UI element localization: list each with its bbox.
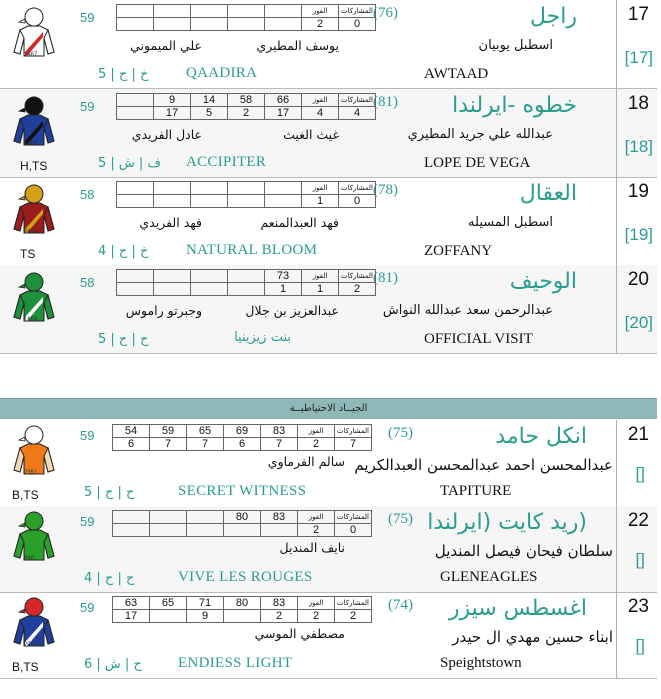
rating-cell: 9 bbox=[154, 94, 191, 107]
rating-cell bbox=[117, 195, 154, 208]
stats-table bbox=[116, 93, 376, 120]
previous-form: ح | ح | 4 bbox=[84, 571, 135, 586]
weight: 59 bbox=[80, 514, 95, 529]
rating-cell: 69 bbox=[224, 425, 261, 438]
dam-name: QAADIRA bbox=[186, 65, 258, 81]
stats-table bbox=[112, 596, 372, 623]
runner-bracket: [] bbox=[635, 636, 645, 655]
dam-name: بنت زيزينيا bbox=[234, 330, 291, 345]
entries-header: المشاركات bbox=[339, 270, 376, 283]
sire-name: Speightstown bbox=[440, 655, 522, 671]
rating-cell bbox=[154, 270, 191, 283]
stats-row-top bbox=[117, 270, 376, 283]
weight: 59 bbox=[80, 428, 95, 443]
rating-cell: 73 bbox=[265, 270, 302, 283]
wins-value: 2 bbox=[302, 18, 339, 31]
jockey-silk bbox=[10, 594, 58, 658]
rating-cell bbox=[265, 195, 302, 208]
rating-cell bbox=[228, 18, 265, 31]
entries-header: المشاركات bbox=[335, 425, 372, 438]
sire-name: GLENEAGLES bbox=[440, 569, 538, 585]
rating-cell: 7 bbox=[187, 438, 224, 451]
reserve-section-header: الجيــاد الاحتياطيــة bbox=[0, 398, 657, 419]
jockey-silk bbox=[10, 93, 58, 157]
owner-name: اسطبل المسيله bbox=[468, 215, 553, 230]
runner-number: 18 bbox=[627, 93, 649, 114]
rating-cell bbox=[150, 511, 187, 524]
jockey-name: فهد العبدالمنعم bbox=[260, 215, 339, 230]
owner-name: اسطبل يوبيان bbox=[478, 38, 553, 53]
equipment-code: H,TS bbox=[20, 159, 48, 173]
stats-table bbox=[112, 424, 372, 451]
rating-cell bbox=[224, 524, 261, 537]
stats-row-bottom bbox=[117, 283, 376, 296]
rating-cell: 6 bbox=[113, 438, 150, 451]
jockey-silk bbox=[10, 4, 58, 68]
dam-name: ACCIPITER bbox=[186, 154, 267, 170]
owner-name: عبدالرحمن سعد عبدالله النواش bbox=[382, 303, 553, 318]
horse-rating: (76) bbox=[373, 5, 398, 21]
horse-rating: (78) bbox=[373, 182, 398, 198]
entries-header: المشاركات bbox=[335, 511, 372, 524]
runner-row[interactable] bbox=[0, 265, 657, 354]
rating-cell: 66 bbox=[265, 94, 302, 107]
rating-cell bbox=[117, 5, 154, 18]
sire-name: ZOFFANY bbox=[424, 243, 493, 259]
rating-cell bbox=[228, 5, 265, 18]
dam-name: ENDIESS LIGHT bbox=[178, 655, 293, 671]
rating-cell bbox=[154, 5, 191, 18]
number-cell bbox=[616, 89, 657, 177]
runner-bracket: [17] bbox=[624, 48, 653, 67]
equipment-code: B,TS bbox=[12, 660, 39, 674]
dam-name: SECRET WITNESS bbox=[178, 483, 307, 499]
rating-cell bbox=[117, 182, 154, 195]
silk-id: 1698 bbox=[24, 141, 38, 147]
rating-cell bbox=[150, 524, 187, 537]
jockey-silk bbox=[10, 422, 58, 486]
runner-row[interactable] bbox=[0, 89, 657, 178]
equipment-code: TS bbox=[20, 247, 36, 261]
rating-cell bbox=[228, 195, 265, 208]
runner-row[interactable] bbox=[0, 506, 657, 593]
rating-cell bbox=[117, 18, 154, 31]
jockey-name: نايف المنديل bbox=[279, 540, 345, 555]
wins-value: 2 bbox=[298, 524, 335, 537]
jockey-name-secondary: وجبرتو راموس bbox=[125, 303, 202, 318]
wins-value: 4 bbox=[302, 107, 339, 120]
rating-cell: 58 bbox=[228, 94, 265, 107]
equipment-code: B,TS bbox=[12, 488, 39, 502]
weight: 59 bbox=[80, 10, 95, 25]
jockey-name-secondary: علي الميموني bbox=[130, 38, 202, 53]
rating-cell bbox=[191, 270, 228, 283]
jockey-name: عبدالعزيز بن جلال bbox=[245, 303, 339, 318]
owner-name: عبدالمحسن احمد عبدالمحسن العبدالكريم bbox=[354, 456, 613, 474]
runner-number: 22 bbox=[627, 510, 649, 531]
rating-cell: 14 bbox=[191, 94, 228, 107]
number-cell bbox=[616, 265, 657, 353]
stats-row-bottom bbox=[117, 18, 376, 31]
entries-value: 0 bbox=[339, 18, 376, 31]
rating-cell: 2 bbox=[228, 107, 265, 120]
weight: 58 bbox=[80, 275, 95, 290]
runner-row[interactable] bbox=[0, 592, 657, 679]
horse-rating: (81) bbox=[373, 270, 398, 286]
number-cell bbox=[616, 177, 657, 265]
owner-name: عبدالله علي جريد المطيري bbox=[407, 127, 553, 142]
rating-cell: 9 bbox=[187, 610, 224, 623]
wins-header: الفوز bbox=[302, 94, 339, 107]
rating-cell: 80 bbox=[224, 511, 261, 524]
horse-name[interactable]: راجل bbox=[530, 4, 577, 29]
number-cell bbox=[616, 0, 657, 88]
rating-cell: 83 bbox=[261, 511, 298, 524]
runner-number: 19 bbox=[627, 181, 649, 202]
runner-row[interactable] bbox=[0, 420, 657, 507]
wins-header: الفوز bbox=[302, 270, 339, 283]
jockey-name-secondary: فهد الفريدي bbox=[139, 215, 202, 230]
rating-cell bbox=[154, 283, 191, 296]
rating-cell: 1 bbox=[265, 283, 302, 296]
jockey-silk bbox=[10, 181, 58, 245]
entries-value: 0 bbox=[339, 195, 376, 208]
rating-cell: 7 bbox=[150, 438, 187, 451]
owner-name: سلطان فيحان فيصل المنديل bbox=[434, 542, 613, 560]
rating-cell bbox=[191, 195, 228, 208]
rating-cell bbox=[154, 195, 191, 208]
rating-cell: 7 bbox=[261, 438, 298, 451]
number-cell bbox=[616, 506, 657, 592]
wins-header: الفوز bbox=[298, 511, 335, 524]
stats-row-bottom bbox=[113, 524, 372, 537]
wins-value: 2 bbox=[298, 610, 335, 623]
stats-table bbox=[112, 510, 372, 537]
dam-name: VIVE LES ROUGES bbox=[178, 569, 313, 585]
rating-cell: 63 bbox=[113, 597, 150, 610]
stats-row-top bbox=[117, 182, 376, 195]
sire-name: OFFICIAL VISIT bbox=[424, 331, 533, 347]
rating-cell: 83 bbox=[261, 597, 298, 610]
number-cell bbox=[616, 420, 657, 506]
rating-cell: 17 bbox=[265, 107, 302, 120]
jockey-name: مصطفي الموسي bbox=[254, 626, 345, 641]
rating-cell: 6 bbox=[224, 438, 261, 451]
rating-cell: 17 bbox=[113, 610, 150, 623]
horse-name[interactable]: انكل حامد bbox=[495, 424, 587, 449]
horse-name[interactable]: اغسطس سيزر bbox=[448, 596, 587, 621]
runner-number: 20 bbox=[627, 269, 649, 290]
rating-cell bbox=[117, 107, 154, 120]
sire-name: TAPITURE bbox=[440, 483, 512, 499]
stats-row-bottom bbox=[113, 610, 372, 623]
stats-row-bottom bbox=[117, 107, 376, 120]
rating-cell bbox=[224, 610, 261, 623]
weight: 59 bbox=[80, 99, 95, 114]
entries-value: 2 bbox=[339, 283, 376, 296]
horse-name[interactable]: الوحيف bbox=[509, 269, 577, 294]
stats-table bbox=[116, 269, 376, 296]
runner-bracket: [18] bbox=[624, 137, 653, 156]
rating-cell bbox=[117, 270, 154, 283]
horse-name[interactable]: العقال bbox=[519, 181, 577, 206]
rating-cell bbox=[154, 182, 191, 195]
rating-cell bbox=[113, 511, 150, 524]
entries-header: المشاركات bbox=[339, 182, 376, 195]
rating-cell bbox=[150, 610, 187, 623]
previous-form: خ | ح | 4 bbox=[98, 244, 149, 259]
rating-cell: 59 bbox=[150, 425, 187, 438]
rating-cell bbox=[228, 182, 265, 195]
dam-name: NATURAL BLOOM bbox=[186, 242, 318, 258]
silk-id: 1659 bbox=[24, 317, 38, 323]
wins-value: 1 bbox=[302, 195, 339, 208]
jockey-name: سالم الفرماوي bbox=[267, 454, 345, 469]
rating-cell bbox=[191, 5, 228, 18]
weight: 58 bbox=[80, 187, 95, 202]
runner-number: 17 bbox=[627, 4, 649, 25]
silk-id: 2467 bbox=[24, 52, 38, 58]
rating-cell: 5 bbox=[191, 107, 228, 120]
entries-header: المشاركات bbox=[335, 597, 372, 610]
previous-form: ح | ح | 5 bbox=[98, 332, 149, 347]
stats-row-bottom bbox=[117, 195, 376, 208]
sire-name: LOPE DE VEGA bbox=[424, 155, 531, 171]
rating-cell bbox=[228, 283, 265, 296]
horse-rating: (75) bbox=[388, 511, 413, 527]
stats-row-top bbox=[117, 5, 376, 18]
wins-header: الفوز bbox=[298, 425, 335, 438]
rating-cell: 80 bbox=[224, 597, 261, 610]
previous-form: ف | ش | 5 bbox=[98, 156, 161, 171]
rating-cell bbox=[265, 5, 302, 18]
wins-header: الفوز bbox=[302, 182, 339, 195]
rating-cell bbox=[113, 524, 150, 537]
stats-table bbox=[116, 4, 376, 31]
previous-form: خ | ح | 5 bbox=[98, 67, 149, 82]
rating-cell: 65 bbox=[150, 597, 187, 610]
horse-rating: (74) bbox=[388, 597, 413, 613]
previous-form: ح | ح | 5 bbox=[84, 485, 135, 500]
runner-number: 23 bbox=[627, 596, 649, 617]
jockey-silk bbox=[10, 269, 58, 333]
rating-cell bbox=[261, 524, 298, 537]
stats-row-bottom bbox=[113, 438, 372, 451]
runner-bracket: [] bbox=[635, 464, 645, 483]
rating-cell bbox=[265, 18, 302, 31]
number-cell bbox=[616, 592, 657, 678]
stats-table bbox=[116, 181, 376, 208]
owner-name: ابناء حسين مهدي ال حيدر bbox=[452, 628, 613, 646]
silk-id: 2351 bbox=[24, 470, 38, 476]
rating-cell bbox=[117, 283, 154, 296]
rating-cell bbox=[154, 18, 191, 31]
entries-value: 7 bbox=[335, 438, 372, 451]
rating-cell bbox=[191, 182, 228, 195]
runner-bracket: [] bbox=[635, 550, 645, 569]
stats-row-top bbox=[113, 425, 372, 438]
rating-cell bbox=[191, 18, 228, 31]
silk-id: 2456 bbox=[24, 229, 38, 235]
jockey-name: يوسف المطيري bbox=[256, 38, 339, 53]
rating-cell bbox=[228, 270, 265, 283]
jockey-name-secondary: عادل الفريدي bbox=[131, 127, 202, 142]
stats-row-top bbox=[113, 597, 372, 610]
rating-cell: 17 bbox=[154, 107, 191, 120]
entries-header: المشاركات bbox=[339, 94, 376, 107]
rating-cell bbox=[117, 94, 154, 107]
rating-cell: 71 bbox=[187, 597, 224, 610]
runner-bracket: [20] bbox=[624, 313, 653, 332]
horse-rating: (75) bbox=[388, 425, 413, 441]
runner-bracket: [19] bbox=[624, 225, 653, 244]
silk-id: 2016 bbox=[24, 642, 38, 648]
runner-row[interactable] bbox=[0, 177, 657, 266]
runner-number: 21 bbox=[627, 424, 649, 445]
entries-header: المشاركات bbox=[339, 5, 376, 18]
jockey-name: غيث الغيث bbox=[283, 127, 339, 142]
entries-value: 4 bbox=[339, 107, 376, 120]
wins-header: الفوز bbox=[302, 5, 339, 18]
wins-header: الفوز bbox=[298, 597, 335, 610]
horse-rating: (81) bbox=[373, 94, 398, 110]
rating-cell bbox=[187, 524, 224, 537]
sire-name: AWTAAD bbox=[424, 66, 489, 82]
rating-cell: 2 bbox=[261, 610, 298, 623]
weight: 59 bbox=[80, 600, 95, 615]
rating-cell: 54 bbox=[113, 425, 150, 438]
stats-row-top bbox=[117, 94, 376, 107]
rating-cell bbox=[265, 182, 302, 195]
horse-name[interactable]: (ريد كايت (ايرلندا bbox=[427, 510, 587, 535]
stats-row-top bbox=[113, 511, 372, 524]
wins-value: 1 bbox=[302, 283, 339, 296]
runner-row[interactable] bbox=[0, 0, 657, 89]
rating-cell bbox=[191, 283, 228, 296]
wins-value: 2 bbox=[298, 438, 335, 451]
entries-value: 2 bbox=[335, 610, 372, 623]
horse-name[interactable]: خطوه -ايرلندا bbox=[452, 93, 577, 118]
rating-cell bbox=[187, 511, 224, 524]
rating-cell: 65 bbox=[187, 425, 224, 438]
jockey-silk bbox=[10, 508, 58, 572]
entries-value: 0 bbox=[335, 524, 372, 537]
previous-form: ح | ش | 6 bbox=[84, 657, 142, 672]
rating-cell: 83 bbox=[261, 425, 298, 438]
silk-id: 896 bbox=[24, 556, 35, 562]
